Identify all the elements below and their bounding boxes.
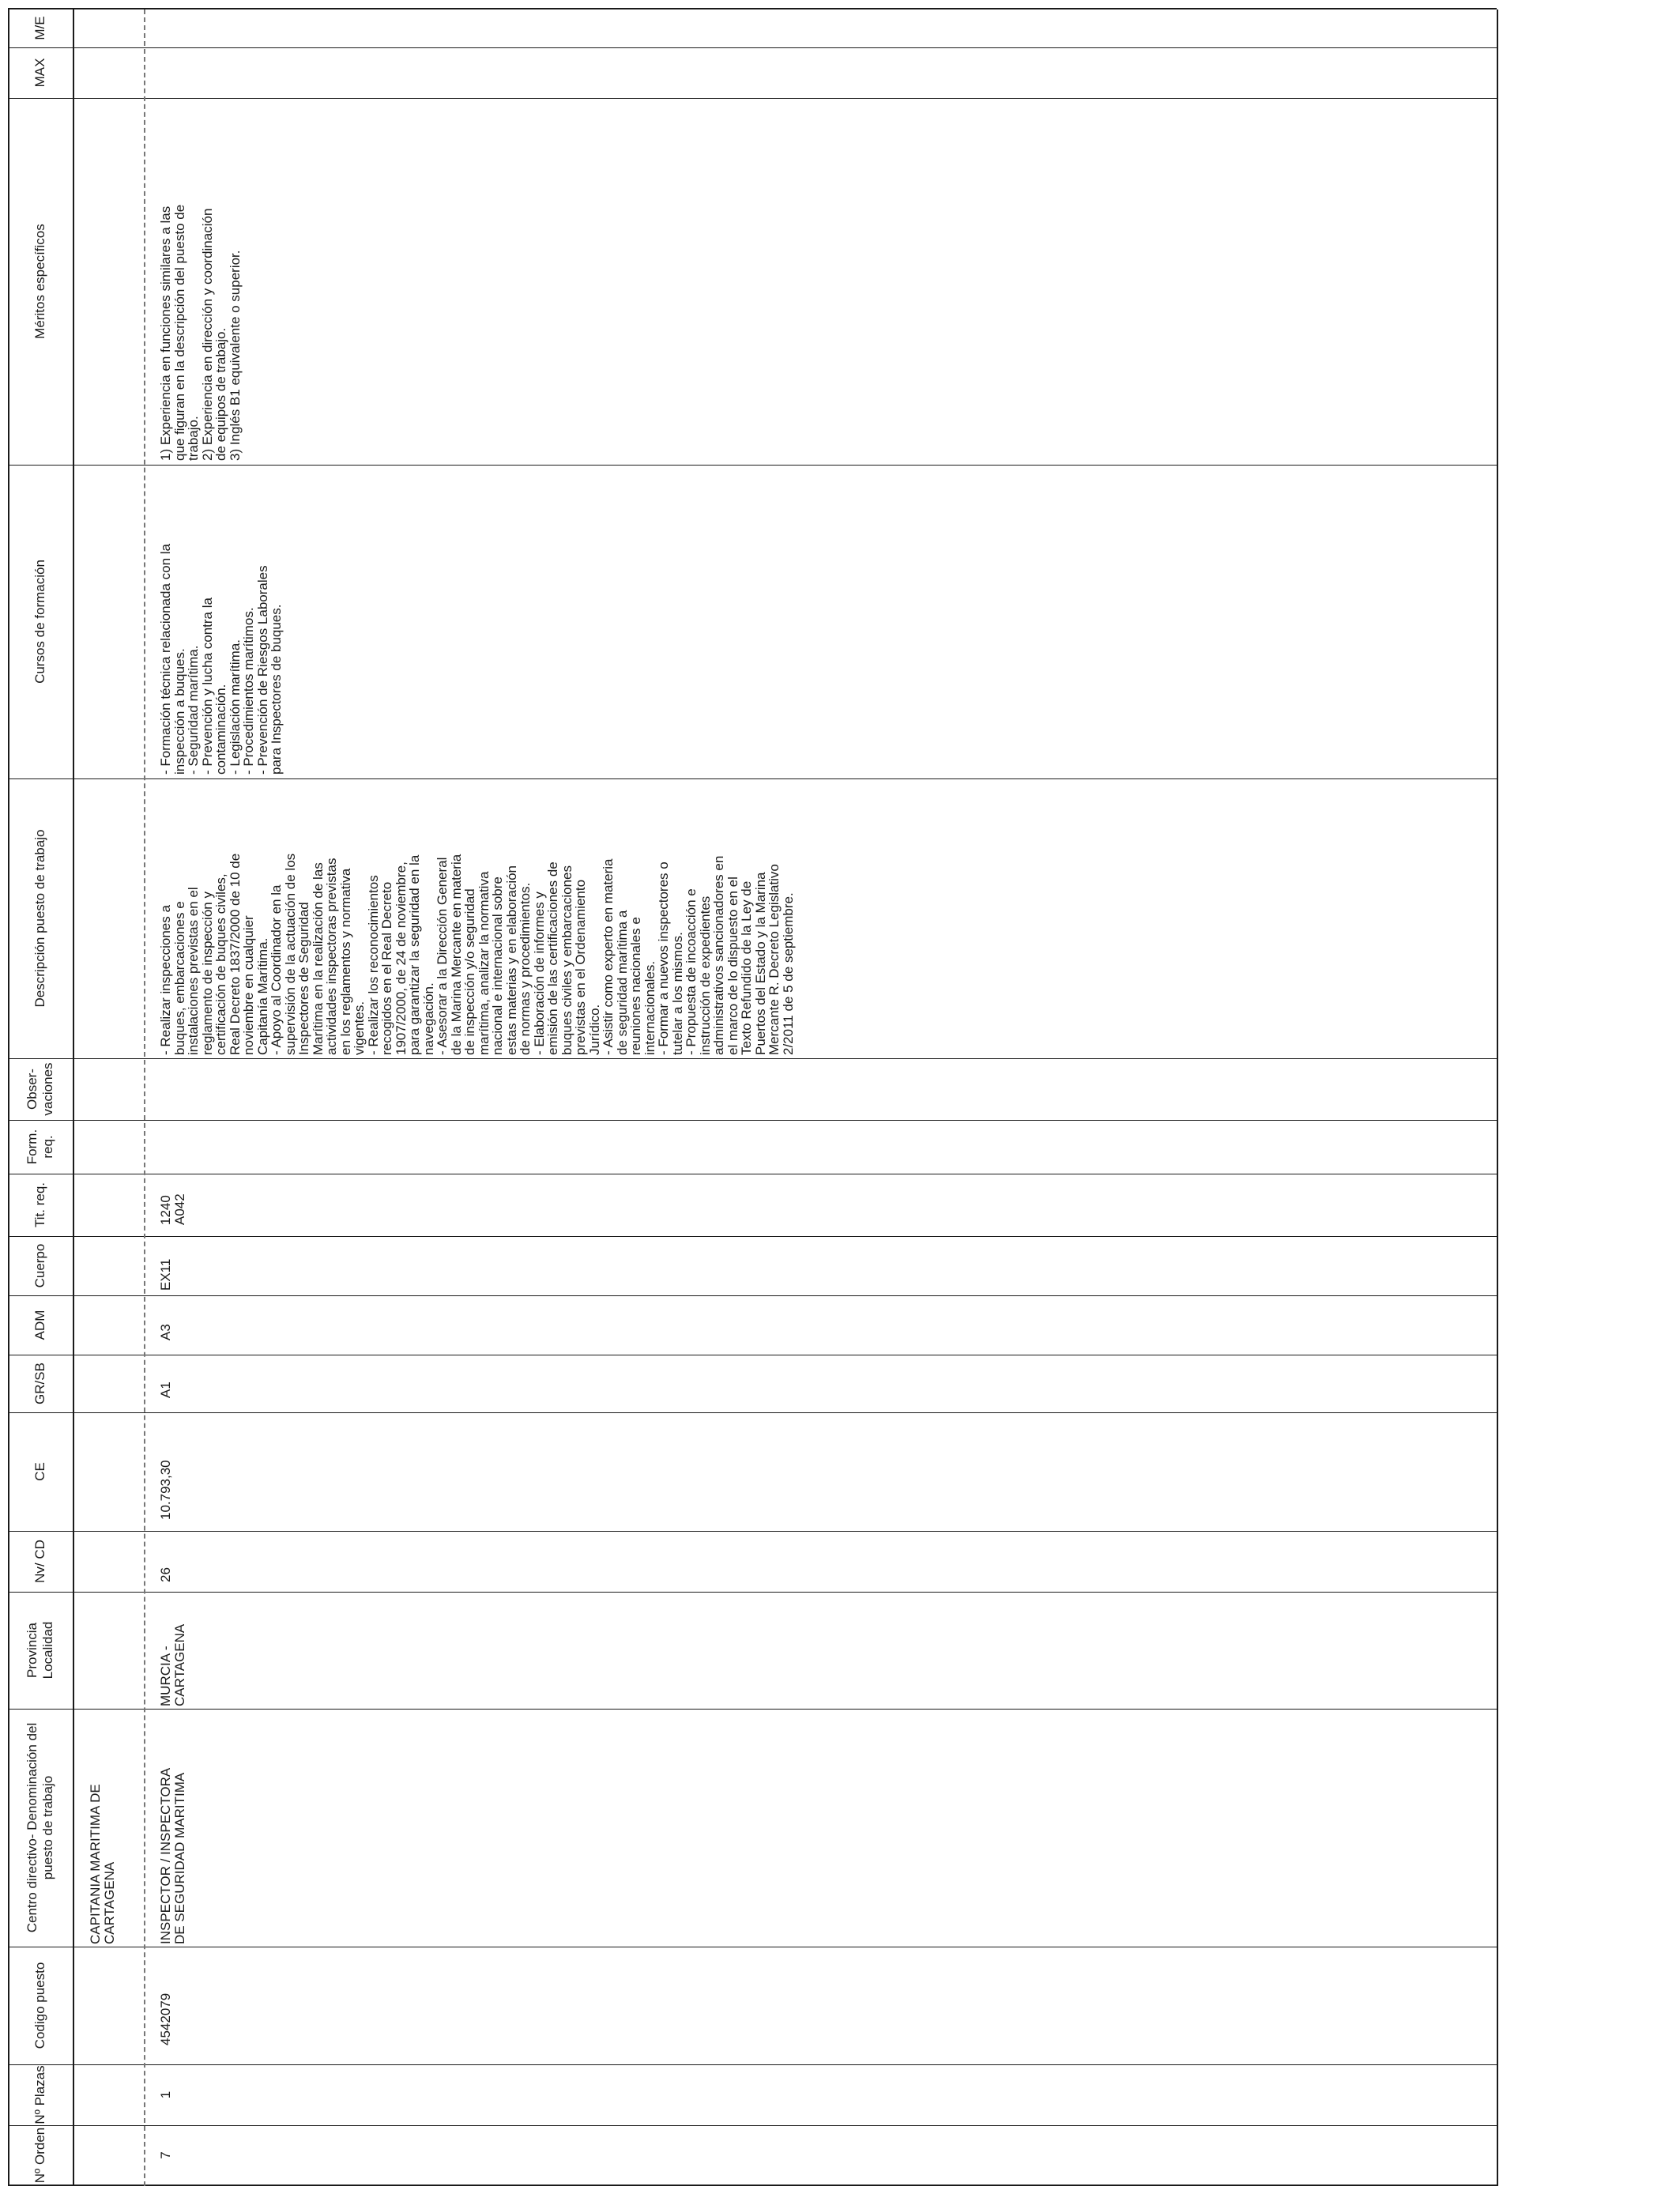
col-divider	[8, 47, 1497, 48]
header-nv-cd: Nv/ CD	[32, 1540, 47, 1583]
header-max: MAX	[32, 58, 47, 88]
cell-plazas: 1	[158, 2090, 173, 2099]
header-adm: ADM	[32, 1310, 47, 1340]
table-border-left	[8, 2185, 1497, 2186]
col-divider	[8, 1120, 1497, 1121]
col-divider	[8, 1236, 1497, 1237]
header-tit-req: Tit. req.	[32, 1182, 47, 1227]
header-orden: Nº Orden	[32, 2127, 47, 2184]
header-provincia: Provincia Localidad	[24, 1621, 55, 1679]
col-divider	[8, 778, 1497, 779]
centro-directivo: CAPITANIA MARITIMA DE CARTAGENA	[88, 1784, 117, 1944]
col-divider	[8, 1412, 1497, 1413]
cell-orden: 7	[158, 2151, 173, 2159]
header-me: M/E	[32, 16, 47, 40]
cell-ce: 10.793,30	[158, 1460, 173, 1520]
col-divider	[8, 1058, 1497, 1059]
header-descripcion: Descripción puesto de trabajo	[32, 829, 47, 1008]
cell-gr-sb: A1	[158, 1382, 173, 1398]
col-divider	[8, 2064, 1497, 2065]
cell-codigo: 4542079	[158, 1992, 173, 2045]
table-border-right	[8, 8, 1497, 9]
header-ce: CE	[32, 1462, 47, 1481]
col-divider	[8, 98, 1497, 99]
header-centro: Centro directivo- Denominación del puesto de trabajo	[24, 1722, 55, 1933]
cell-meritos: 1) Experiencia en funciones similares a las que figuran en la descripción del puesto de trabajo. 2) Experiencia en dirección y coordinación de equipos de trabajo. 3) Inglés B1 equivalente o superior.	[158, 204, 243, 461]
col-divider	[8, 465, 1497, 466]
row-dashed-rule	[144, 9, 145, 2186]
header-plazas: Nº Plazas	[32, 2065, 47, 2124]
cell-cuerpo: EX11	[158, 1258, 173, 1291]
header-cursos: Cursos de formación	[32, 560, 47, 684]
cell-nv-cd: 26	[158, 1567, 173, 1582]
header-gr-sb: GR/SB	[32, 1363, 47, 1404]
cell-descripcion: - Realizar inspecciones a buques, embarcaciones e instalaciones previstas en el reglamento de inspección y certificación de buques civiles, Real Decreto 1837/2000 de 10 de noviembre en cualquier Capitanía Marítima. - Apoyo al Coordinador en la supervisión de la actuación de los Inspectores de Seguridad Marítima en la realización de las actividades inspectoras previstas en los reglamentos y normativa vigentes. - Realizar los reconocimientos recogidos en el Real Decreto 1907/2000, de 24 de noviembre, para garantizar la seguridad en la navegación. - Asesorar a la Dirección General de la Marina Mercante en materia de inspección y/o seguridad marítima, analizar la normativa nacional e internacional sobre estas materias y en elaboración de normas y procedimientos. - Elaboración de informes y emisión de las certificaciones de buques civiles y embarcaciones previstas en el Ordenamiento Jurídico. - Asistir como experto en materia de seguridad marítima a reuniones nacionales e internacionales. - Formar a nuevos inspectores o tutelar a los mismos. - Propuesta de incoacción e instrucción de expedientes administrativos sancionadores en el marco de lo dispuesto en el Texto Refundido de la Ley de Puertos del Estado y la Marina Mercante R. Decreto Legislativo 2/2011 de 5 de septiembre.	[158, 853, 796, 1055]
cell-adm: A3	[158, 1324, 173, 1340]
header-codigo: Codigo puesto	[32, 1962, 47, 2049]
header-cuerpo: Cuerpo	[32, 1243, 47, 1288]
col-divider	[8, 1592, 1497, 1593]
header-meritos: Méritos específicos	[32, 224, 47, 339]
cell-denominacion: INSPECTOR / INSPECTORA DE SEGURIDAD MARITIMA	[158, 1767, 187, 1944]
col-divider	[8, 2125, 1497, 2126]
cell-provincia-localidad: MURCIA - CARTAGENA	[158, 1623, 187, 1706]
table-border-bottom	[1497, 9, 1498, 2186]
header-bottom-rule	[73, 9, 74, 2186]
header-observaciones: Obser- vaciones	[24, 1062, 55, 1116]
col-divider	[8, 1531, 1497, 1532]
header-form-req: Form. req.	[24, 1129, 55, 1165]
cell-tit-req: 1240 A042	[158, 1193, 187, 1225]
col-divider	[8, 1295, 1497, 1296]
cell-cursos: - Formación técnica relacionada con la inspección a buques. - Seguridad marítima. - Prevención y lucha contra la contaminación. - Legislación marítima. - Procedimientos marítimos. - Prevención de Riesgos Laborales para Inspectores de buques.	[158, 544, 284, 775]
col-divider	[8, 1709, 1497, 1710]
